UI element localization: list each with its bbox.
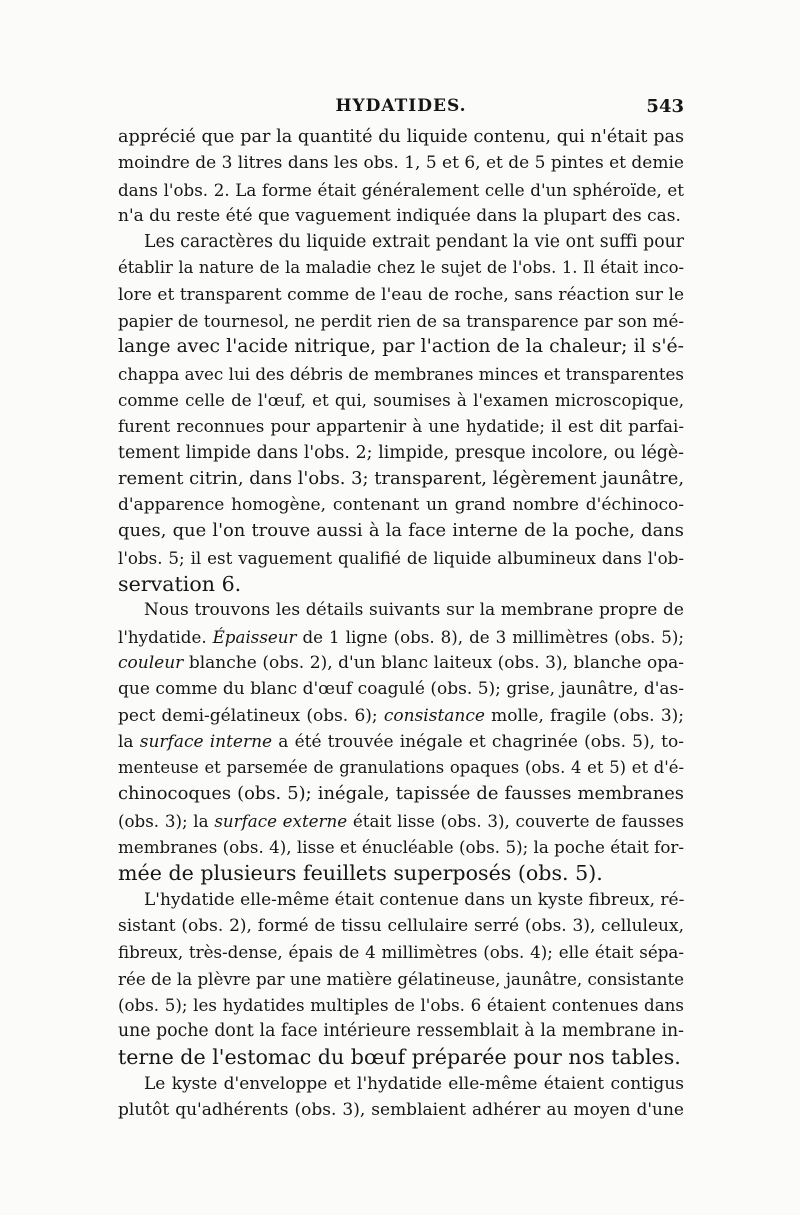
body-text (118, 124, 684, 1123)
paragraph (118, 887, 684, 1071)
text-line: une poche dont la face intérieure ressemblait à la membrane in- (118, 1021, 684, 1042)
text-line: l'obs. 5; il est vaguement qualifié de liquide albumineux dans l'ob- (118, 547, 684, 568)
text-line: Nous trouvons les détails suivants sur la membrane propre de (144, 600, 684, 621)
text-line: que comme du blanc d'œuf coagulé (obs. 5); grise, jaunâtre, d'as- (118, 679, 684, 700)
text-line: furent reconnues pour appartenir à une hydatide; il est dit parfai- (118, 416, 684, 437)
text-line: rement citrin, dans l'obs. 3; transparent, légèrement jaunâtre, (118, 467, 684, 489)
text-line: lore et transparent comme de l'eau de roche, sans réaction sur le (118, 284, 684, 305)
text-line: l'hydatide. Épaisseur de 1 ligne (obs. 8), de 3 millimètres (obs. 5); (118, 626, 684, 647)
paragraph (118, 597, 684, 886)
text-line: Les caractères du liquide extrait pendant la vie ont suffi pour (144, 232, 684, 253)
text-line: (obs. 3); la surface externe était lisse (obs. 3), couverte de fausses (118, 810, 684, 831)
text-line: couleur blanche (obs. 2), d'un blanc laiteux (obs. 3), blanche opa- (118, 652, 684, 673)
text-line: sistant (obs. 2), formé de tissu cellulaire serré (obs. 3), celluleux, (118, 915, 684, 936)
text-line: moindre de 3 litres dans les obs. 1, 5 et 6, et de 5 pintes et demie (118, 153, 684, 174)
text-line: n'a du reste été que vaguement indiquée dans la plupart des cas. (118, 205, 681, 226)
page-number: 543 (646, 96, 684, 117)
text-line: plutôt qu'adhérents (obs. 3), semblaient adhérer au moyen d'une (118, 1099, 684, 1120)
paragraph (118, 229, 684, 597)
text-line: d'apparence homogène, contenant un grand nombre d'échinoco- (118, 495, 684, 516)
paragraph (118, 124, 684, 229)
text-line: membranes (obs. 4), lisse et énucléable (obs. 5); la poche était for- (118, 837, 684, 858)
text-line: terne de l'estomac du bœuf préparée pour nos tables. (118, 1045, 681, 1070)
text-line: mée de plusieurs feuillets superposés (obs. 5). (118, 861, 603, 886)
text-line: Le kyste d'enveloppe et l'hydatide elle-même étaient contigus (144, 1073, 684, 1094)
text-line: servation 6. (118, 572, 242, 597)
text-line: comme celle de l'œuf, et qui, soumises à l'examen microscopique, (118, 389, 684, 410)
text-line: la surface interne a été trouvée inégale et chagrinée (obs. 5), to- (118, 731, 684, 752)
text-line: chinocoques (obs. 5); inégale, tapissée de fausses membranes (118, 783, 684, 805)
text-line: chappa avec lui des débris de membranes minces et transparentes (118, 363, 684, 384)
text-line: établir la nature de la maladie chez le sujet de l'obs. 1. Il était inco- (118, 258, 684, 278)
text-line: L'hydatide elle-même était contenue dans un kyste fibreux, ré- (144, 889, 684, 910)
text-line: ques, que l'on trouve aussi à la face interne de la poche, dans (118, 520, 684, 542)
text-line: pect demi-gélatineux (obs. 6); consistance molle, fragile (obs. 3); (118, 705, 684, 726)
paragraph (118, 1071, 684, 1124)
text-line: lange avec l'acide nitrique, par l'action de la chaleur; il s'é- (118, 336, 684, 358)
text-line: tement limpide dans l'obs. 2; limpide, presque incolore, ou légè- (118, 442, 684, 463)
text-line: dans l'obs. 2. La forme était généralement celle d'un sphéroïde, et (118, 179, 684, 200)
running-title: HYDATIDES. (335, 96, 467, 116)
text-line: papier de tournesol, ne perdit rien de sa transparence par son mé- (118, 311, 684, 332)
text-line: apprécié que par la quantité du liquide contenu, qui n'était pas (118, 127, 684, 147)
text-line: menteuse et parsemée de granulations opaques (obs. 4 et 5) et d'é- (118, 758, 684, 778)
text-line: fibreux, très-dense, épais de 4 millimètres (obs. 4); elle était sépa- (118, 942, 684, 963)
running-header (118, 96, 684, 122)
text-line: (obs. 5); les hydatides multiples de l'obs. 6 étaient contenues dans (118, 994, 684, 1015)
text-line: rée de la plèvre par une matière gélatineuse, jaunâtre, consistante (118, 968, 684, 989)
